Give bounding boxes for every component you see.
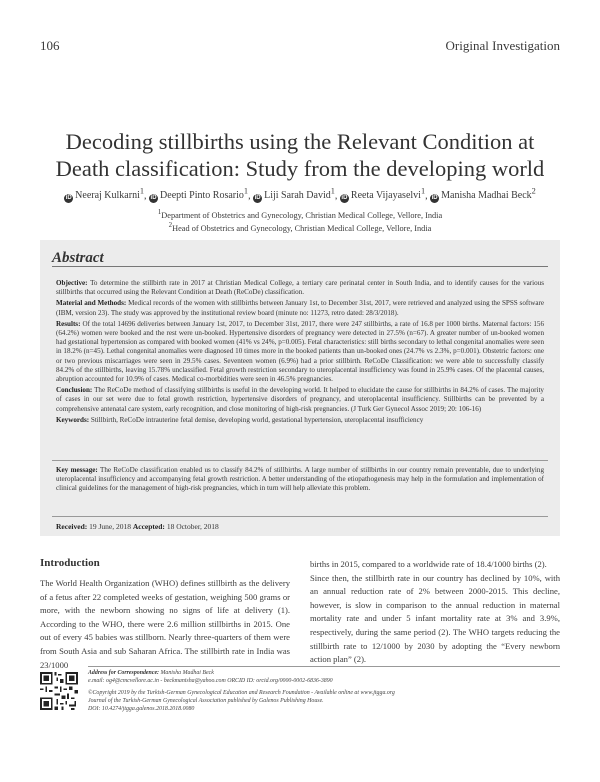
affiliation: $^1$Department of Obstetrics and Gynecology, Christian Medical College, Vellore, India: [157, 209, 443, 220]
abstract-body: [56, 279, 544, 427]
author[interactable]: iD Reeta Vijayaselvi$^1$: [341, 187, 426, 202]
correspondence-line: Address for Correspondence: Manisha Madhai Beck: [88, 670, 214, 676]
abstract-heading: Abstract: [52, 250, 104, 266]
body-paragraph: Since then, the stillbirth rate in our country has declined by 10%, with an annual reduction rate of 2% between 2000-2015. This decline, however, is slow in comparison to the annual reduction in maternal mortality rate and under 5 infant mortality rate at 3% and 3.9%, respectively, during the same period (2). The WHO targets reducing the stillbirth rate to 12/1000 by 2030 by adopting the “Every newborn action plan” (2).: [310, 572, 560, 665]
divider: [52, 266, 548, 267]
body-column-right: [310, 558, 560, 667]
author[interactable]: iD Liji Sarah David$^1$: [254, 187, 335, 202]
section-heading-introduction: Introduction: [40, 557, 100, 569]
abstract-keywords: Keywords: Stillbirth, ReCoDe intrauterine fetal demise, developing world, gestational hypertension, uteroplacental insufficiency: [56, 415, 424, 424]
doi-line[interactable]: DOI: 10.4274/jtgga.galenos.2018.2018.0080: [88, 705, 195, 712]
author[interactable]: iD Neeraj Kulkarni$^1$: [65, 187, 145, 202]
abstract-conclusion: Conclusion: The ReCoDe method of classifying stillbirths is useful in the developing world. It helped to elucidate the cause for stillbirths in 84.2% of cases. The majority of cases in our set were due to fetal growth restriction, hypertensive disorders of pregnancy, and uteroplacental insufficiency. Stillbirths can be prevented by a comprehensive antenatal care system, early recognition, and close monitoring of high-risk pregnancies. (J Turk Ger Gynecol Assoc 2019; 20: 106-16): [56, 386, 544, 413]
body-column-left: [40, 577, 290, 672]
orcid-icon[interactable]: iD: [341, 195, 348, 202]
orcid-icon[interactable]: iD: [65, 195, 72, 202]
author-list: iD Neeraj Kulkarni$^1$, iD Deepti Pinto Rosario$^1$, iD Liji Sarah David$^1$, iD Reeta Vijayaselvi$^1$, iD Manisha Madhai Beck$^2$: [65, 187, 536, 202]
author[interactable]: iD Deepti Pinto Rosario$^1$: [150, 187, 249, 202]
body-paragraph: The World Health Organization (WHO) defines stillbirth as the delivery of a fetus after 22 completed weeks of gestation, weighing 500 grams or more, with the newborn showing no signs of life at delivery (1). According to the WHO, there were 2.6 million stillbirths in 2015. One out of every 45 babies was stillborn. Nearly three-quarters of them were from South Asia and sub Saharan Africa. The stillbirth rate in India was 23/1000: [40, 578, 290, 670]
abstract-methods: Material and Methods: Medical records of the women with stillbirths between January 1st, to December 31st, 2017, were retrieved and analyzed using the SPSS software (IBM, version 23). The study was approved by the institutional review board (minute no: 11273, retro dated: 28/3/2018).: [56, 299, 544, 317]
orcid-icon[interactable]: iD: [254, 195, 261, 202]
divider: [88, 666, 560, 667]
abstract-objective: Objective: To determine the stillbirth rate in 2017 at Christian Medical College, a tertiary care perinatal center in South India, and to identify causes for the various stillbirths that occurred using the Relevant Condition at Death (ReCoDe) classification.: [56, 279, 544, 297]
key-message: Key message: The ReCoDe classification enabled us to classify 84.2% of stillbirths. A large number of stillbirths in our country remain preventable, due to underlying uteroplacental insufficiency and accompanying fetal growth restriction. A better understanding of the etiopathogenesis may help in the formulation and implementation of clinical guidelines for the management of high-risk pregnancies, which in turn will help alleviate this problem.: [56, 466, 544, 493]
divider: [52, 460, 548, 461]
affiliation: $^2$Head of Obstetrics and Gynecology, Christian Medical College, Vellore, India: [168, 222, 432, 233]
contact-line[interactable]: e.mail: og4@cmcvellore.ac.in - beckmanisha@yahoo.com ORCID ID: orcid.org/0000-0002-6836-3890: [88, 677, 333, 684]
abstract-results: Results: Of the total 14696 deliveries between January 1st, 2017, to December 31st, 2017, there were 247 stillbirths, a rate of 16.8 per 1000 births. Maternal factors: 156 (64.2%) women were booked and the rest were un-booked. Hypertensive disorders of pregnancy were detected in 27.5% (n=67). A greater number of un-booked women had gestational hypertension as compared with booked women (41% vs 24%, p=0.005). Fetal characteristics: still births secondary to lethal congenital anomalies were seen in 18.2% (n=45). Lethal congenital anomalies were diagnosed 10 times more in the booked patients than un-booked ones (24.7% vs 2.3%, p=0.001). Obstetric factors: one or two previous miscarriages were seen in 29.5% cases. Seventeen women (6.9%) had a prior stillbirth. ReCoDe Classification: we were able to successfully classify 84.2% of the stillbirths, leaving 15.78% unclassified. Fetal growth restriction secondary to uteroplacental insufficiency was found in 25.9% cases. Of the placental causes, abruption accounted for 10.9% of cases. Medical co-morbidities were seen in 46.5% pregnancies.: [56, 319, 544, 384]
correspondence-block: [88, 670, 560, 714]
body-paragraph: births in 2015, compared to a worldwide rate of 18.4/1000 births (2).: [310, 559, 547, 569]
journal-line: Journal of the Turkish-German Gynecological Association published by Galenos Publishing House.: [88, 698, 324, 705]
article-dates: Received: 19 June, 2018 Accepted: 18 October, 2018: [56, 522, 219, 531]
copyright-line: ©Copyright 2019 by the Turkish-German Gynecological Education and Research Foundation - Available online at www.jtgga.org: [88, 690, 395, 697]
page-number: 106: [40, 38, 60, 53]
orcid-icon[interactable]: iD: [150, 195, 157, 202]
divider: [52, 516, 548, 517]
qr-code-icon[interactable]: [40, 672, 78, 710]
section-label: Original Investigation: [445, 38, 560, 53]
article-title: Decoding stillbirths using the Relevant Condition at Death classification: Study from the developing world: [55, 129, 545, 181]
author[interactable]: iD Manisha Madhai Beck$^2$: [431, 187, 536, 202]
orcid-icon[interactable]: iD: [431, 195, 438, 202]
